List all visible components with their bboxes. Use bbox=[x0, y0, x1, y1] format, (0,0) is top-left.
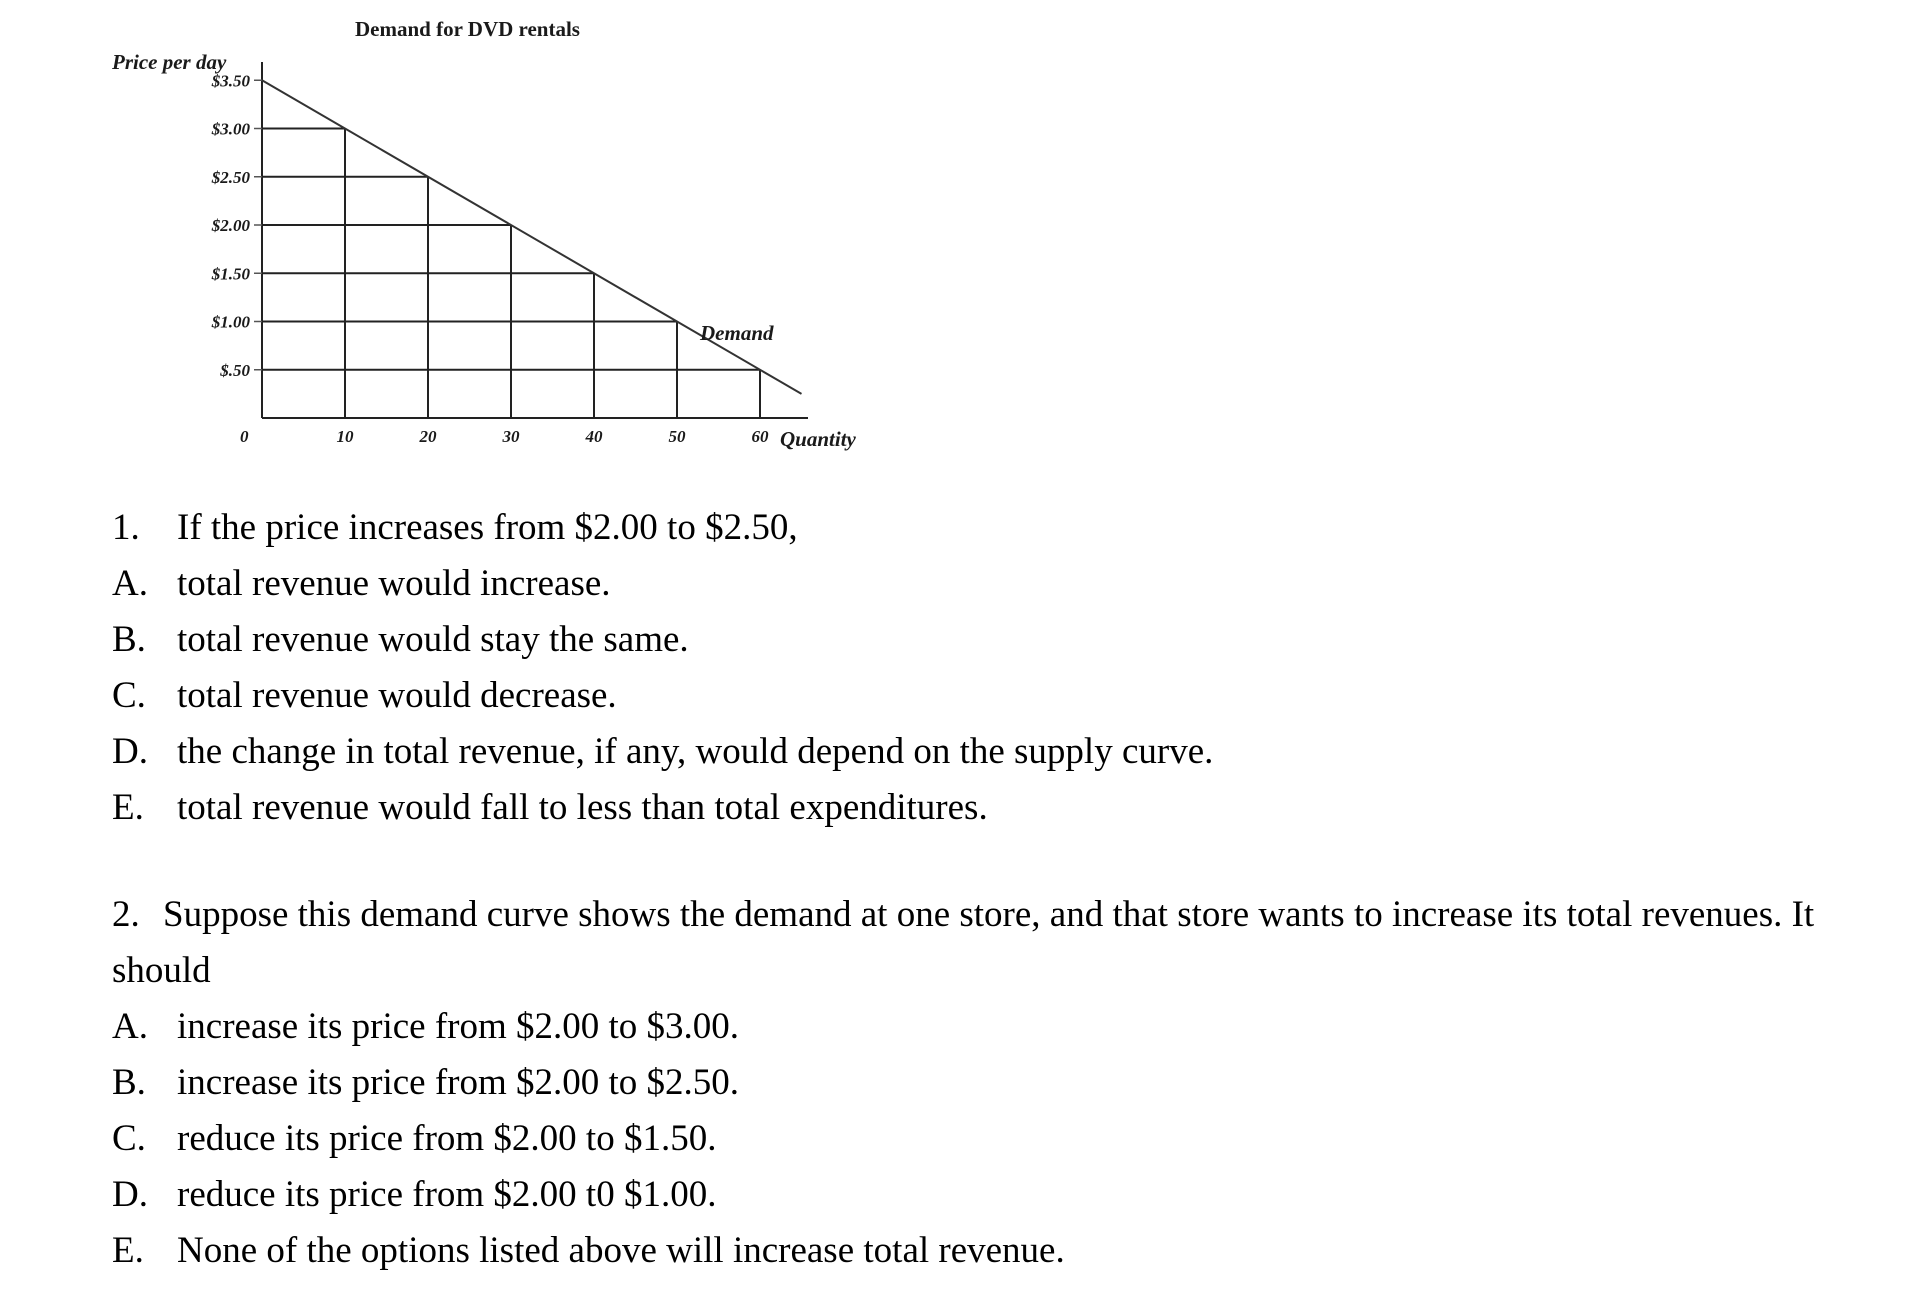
y-tick-label: $2.50 bbox=[211, 167, 250, 187]
x-axis-label: Quantity bbox=[780, 427, 856, 451]
option-letter: D. bbox=[112, 731, 148, 772]
q1-option-a[interactable] bbox=[112, 556, 1812, 612]
option-text: total revenue would decrease. bbox=[177, 675, 617, 716]
x-tick-label: 30 bbox=[502, 427, 520, 446]
option-letter: C. bbox=[112, 675, 146, 716]
question-1 bbox=[112, 500, 1812, 836]
question-1-text: If the price increases from $2.00 to $2.50, bbox=[177, 507, 798, 548]
drop-lines bbox=[262, 129, 760, 419]
question-2-text: Suppose this demand curve shows the demand at one store, and that store wants to increase its total revenues. It should bbox=[112, 894, 1815, 991]
q2-option-d[interactable] bbox=[112, 1167, 1902, 1223]
option-letter: B. bbox=[112, 1062, 146, 1103]
q2-option-e[interactable] bbox=[112, 1223, 1902, 1279]
option-text: total revenue would stay the same. bbox=[177, 619, 689, 660]
question-1-stem bbox=[112, 500, 1812, 556]
option-text: the change in total revenue, if any, would depend on the supply curve. bbox=[177, 731, 1214, 772]
y-tick-label: $1.50 bbox=[211, 264, 250, 284]
x-tick-label: 50 bbox=[668, 427, 686, 446]
origin-label: 0 bbox=[240, 427, 249, 446]
option-text: total revenue would fall to less than total expenditures. bbox=[177, 787, 988, 828]
option-text: increase its price from $2.00 to $2.50. bbox=[177, 1062, 740, 1103]
x-tick-label: 60 bbox=[751, 427, 769, 446]
q2-option-a[interactable] bbox=[112, 999, 1902, 1055]
demand-chart bbox=[0, 0, 1911, 480]
question-2 bbox=[112, 887, 1902, 1279]
question-1-number: 1. bbox=[112, 507, 140, 548]
q1-option-e[interactable] bbox=[112, 780, 1812, 836]
x-tick-labels bbox=[337, 427, 770, 446]
option-letter: C. bbox=[112, 1118, 146, 1159]
option-text: increase its price from $2.00 to $3.00. bbox=[177, 1006, 740, 1047]
q2-option-c[interactable] bbox=[112, 1111, 1902, 1167]
q1-option-c[interactable] bbox=[112, 668, 1812, 724]
y-axis-label: Price per day bbox=[112, 50, 227, 74]
option-letter: E. bbox=[112, 787, 144, 828]
x-tick-label: 20 bbox=[419, 427, 437, 446]
x-tick-label: 40 bbox=[585, 427, 603, 446]
demand-curve-label: Demand bbox=[700, 321, 774, 345]
option-letter: D. bbox=[112, 1174, 148, 1215]
q2-option-b[interactable] bbox=[112, 1055, 1902, 1111]
chart-title: Demand for DVD rentals bbox=[355, 17, 580, 41]
q1-option-b[interactable] bbox=[112, 612, 1812, 668]
option-text: None of the options listed above will increase total revenue. bbox=[177, 1230, 1065, 1271]
demand-curve bbox=[262, 80, 802, 394]
option-letter: B. bbox=[112, 619, 146, 660]
option-text: reduce its price from $2.00 to $1.50. bbox=[177, 1118, 717, 1159]
y-tick-label: $.50 bbox=[220, 360, 250, 380]
option-text: reduce its price from $2.00 t0 $1.00. bbox=[177, 1174, 717, 1215]
y-tick-label: $3.00 bbox=[211, 119, 250, 139]
option-letter: E. bbox=[112, 1230, 144, 1271]
question-2-stem bbox=[112, 887, 1902, 999]
option-letter: A. bbox=[112, 1006, 148, 1047]
y-tick-labels bbox=[211, 71, 262, 380]
y-tick-label: $3.50 bbox=[211, 71, 250, 91]
y-tick-label: $2.00 bbox=[211, 216, 250, 235]
x-tick-label: 10 bbox=[336, 427, 354, 446]
q1-option-d[interactable] bbox=[112, 724, 1812, 780]
option-text: total revenue would increase. bbox=[177, 563, 611, 604]
option-letter: A. bbox=[112, 563, 148, 604]
question-2-number: 2. bbox=[112, 894, 140, 935]
y-tick-label: $1.00 bbox=[211, 312, 250, 332]
